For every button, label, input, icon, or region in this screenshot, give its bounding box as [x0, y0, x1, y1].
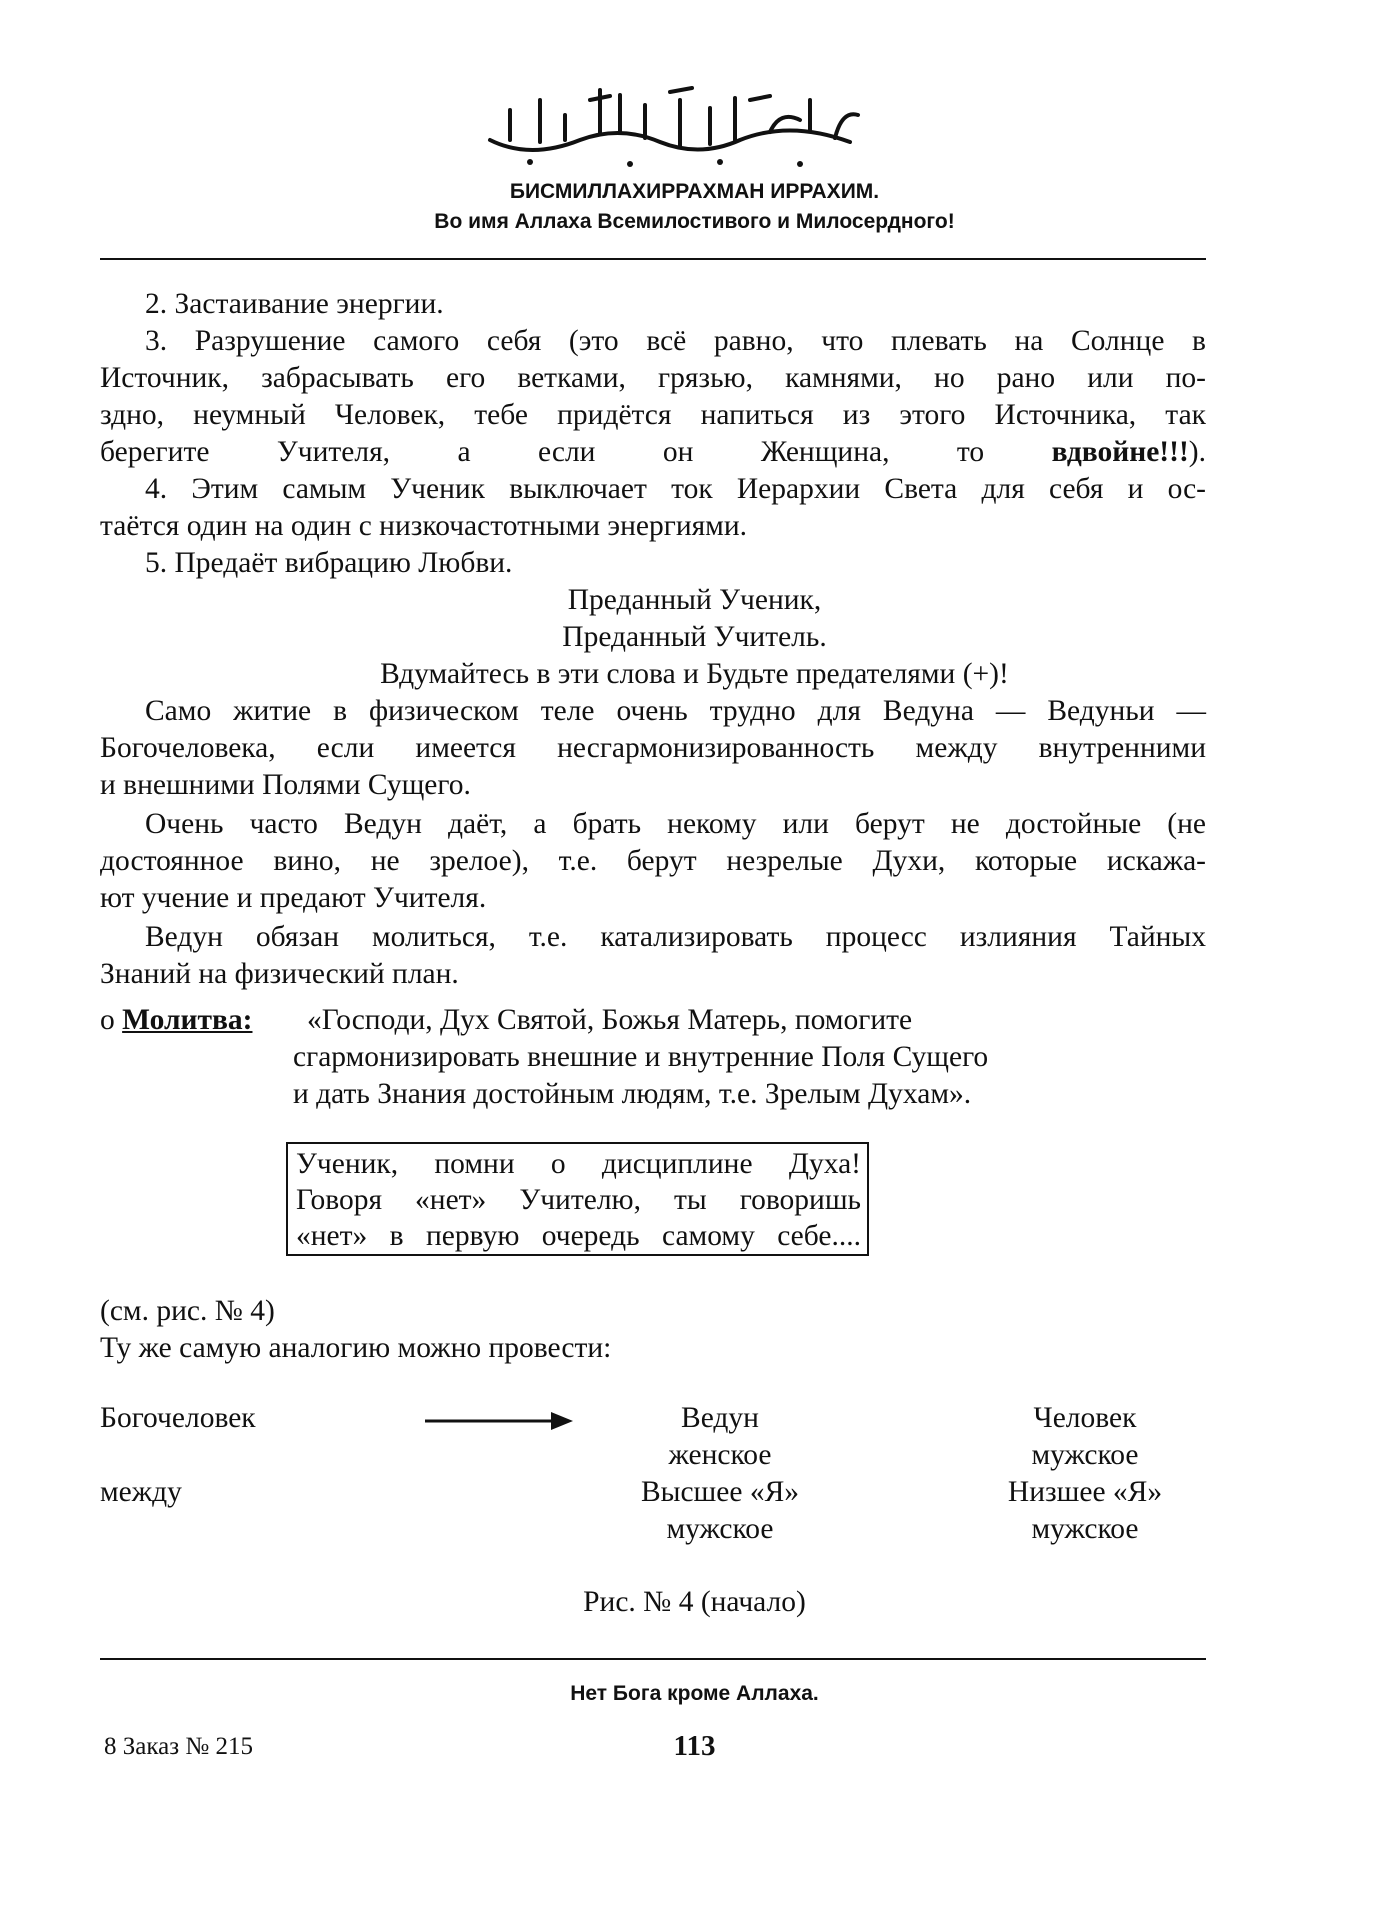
- emphasis-double: вдвойне!!!: [1051, 436, 1189, 468]
- figure-caption: Рис. № 4 (начало): [583, 1586, 806, 1618]
- note-line-2: Говоря «нет» Учителю, ты говоришь: [296, 1184, 861, 1216]
- prayer-bullet: о: [100, 1004, 115, 1036]
- footer-divider: [100, 1658, 1206, 1660]
- fig-mid-1: Ведун: [681, 1402, 759, 1434]
- center-line-3: Вдумайтесь в эти слова и Будьте предателями (+)!: [380, 658, 1009, 690]
- fig-right-2: мужское: [1031, 1439, 1139, 1471]
- page-number: 113: [673, 1730, 716, 1762]
- prayer-heading: [100, 1002, 252, 1039]
- item-4-line-2: таётся один на один с низкочастотными энергиями.: [100, 510, 748, 542]
- fig-left-2: между: [100, 1476, 182, 1508]
- item-3-line-2: Источник, забрасывать его ветками, грязью, камнями, но рано или по-: [100, 362, 1206, 394]
- fig-mid-3: Высшее «Я»: [640, 1476, 800, 1508]
- figure-intro: Ту же самую аналогию можно провести:: [100, 1332, 612, 1364]
- fig-mid-2: женское: [668, 1439, 772, 1471]
- fig-mid-4: мужское: [666, 1513, 774, 1545]
- bismillah-calligraphy: [470, 70, 870, 170]
- para-1-line-3: и внешними Полями Сущего.: [100, 769, 471, 801]
- para-3-line-1: Ведун обязан молиться, т.е. катализировать процесс излияния Тайных: [145, 921, 1206, 953]
- prayer-line-3: и дать Знания достойным людям, т.е. Зрелым Духам».: [293, 1078, 972, 1110]
- note-line-1: Ученик, помни о дисциплине Духа!: [296, 1148, 861, 1180]
- fig-right-3: Низшее «Я»: [1007, 1476, 1163, 1508]
- right-arrow-icon: [425, 1410, 575, 1432]
- discipline-note-box: [286, 1142, 869, 1256]
- fig-right-4: мужское: [1031, 1513, 1139, 1545]
- item-2: 2. Застаивание энергии.: [145, 288, 444, 320]
- item-3-line-3: здно, неумный Человек, тебе придётся напиться из этого Источника, так: [100, 399, 1206, 431]
- prayer-line-1: «Господи, Дух Святой, Божья Матерь, помогите: [307, 1004, 913, 1036]
- header-subtitle: Во имя Аллаха Всемилостивого и Милосердного!: [434, 210, 955, 233]
- item-5: 5. Предаёт вибрацию Любви.: [145, 547, 513, 579]
- item-3-line-1: 3. Разрушение самого себя (это всё равно, что плевать на Солнце в: [145, 325, 1206, 357]
- header-title: БИСМИЛЛАХИРРАХМАН ИРРАХИМ.: [509, 180, 880, 203]
- prayer-line-2: сгармонизировать внешние и внутренние Поля Сущего: [293, 1041, 989, 1073]
- fig-right-1: Человек: [1033, 1402, 1137, 1434]
- figure-ref: (см. рис. № 4): [100, 1295, 275, 1327]
- printer-order-mark: 8 Заказ № 215: [104, 1733, 253, 1760]
- item-3-line-4: берегите Учителя, а если он Женщина, то вдвойне!!!).: [100, 436, 1206, 468]
- item-4-line-1: 4. Этим самым Ученик выключает ток Иерархии Света для себя и ос-: [145, 473, 1206, 505]
- prayer-label: Молитва:: [122, 1004, 253, 1036]
- para-1-line-1: Само житие в физическом теле очень трудно для Ведуна — Ведуньи —: [145, 695, 1206, 727]
- center-line-2: Преданный Учитель.: [562, 621, 827, 653]
- para-2-line-2: достоянное вино, не зрелое), т.е. берут незрелые Духи, которые искажа-: [100, 845, 1206, 877]
- fig-left-1: Богочеловек: [100, 1402, 256, 1434]
- header-divider: [100, 258, 1206, 260]
- center-line-1: Преданный Ученик,: [567, 584, 822, 616]
- para-1-line-2: Богочеловека, если имеется несгармонизированность между внутренними: [100, 732, 1206, 764]
- para-2-line-1: Очень часто Ведун даёт, а брать некому или берут не достойные (не: [145, 808, 1206, 840]
- para-2-line-3: ют учение и предают Учителя.: [100, 882, 487, 914]
- footer-motto: Нет Бога кроме Аллаха.: [570, 1682, 819, 1705]
- para-3-line-2: Знаний на физический план.: [100, 958, 459, 990]
- note-line-3: «нет» в первую очередь самому себе....: [296, 1220, 861, 1252]
